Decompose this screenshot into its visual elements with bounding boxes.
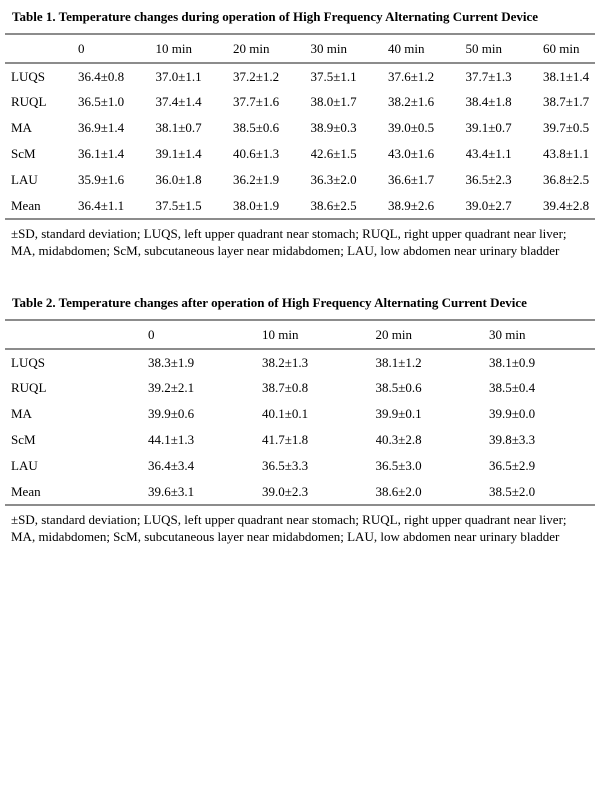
row-label: ScM — [11, 146, 36, 161]
table2-block — [5, 295, 595, 545]
row-label: LAU — [11, 458, 38, 473]
value-cell: 39.9±0.1 — [375, 406, 422, 421]
value-cell: 38.7±0.8 — [262, 380, 309, 395]
row-label: LUQS — [11, 68, 45, 84]
table1-block — [5, 9, 595, 259]
value-cell: 43.0±1.6 — [388, 146, 435, 161]
value-cell: 38.1±0.7 — [155, 120, 202, 135]
table-row — [5, 63, 595, 89]
row-label: ScM — [11, 432, 36, 447]
table2-title: Table 2. Temperature changes after operation of High Frequency Alternating Current Device — [12, 295, 527, 310]
value-cell: 38.9±0.3 — [310, 120, 357, 135]
value-cell: 39.6±3.1 — [148, 483, 195, 499]
value-cell: 39.8±3.3 — [489, 432, 536, 447]
table-row — [5, 193, 595, 219]
value-cell: 38.5±2.0 — [489, 483, 536, 499]
value-cell: 37.0±1.1 — [155, 68, 202, 84]
table1 — [5, 33, 595, 220]
row-label: LAU — [11, 172, 38, 187]
value-cell: 36.5±2.3 — [465, 172, 512, 187]
value-cell: 38.5±0.6 — [233, 120, 280, 135]
table2-footnote: ±SD, standard deviation; LUQS, left upper quadrant near stomach; RUQL, right upper quadrant near liver; MA, midabdomen; ScM, subcutaneous layer near midabdomen; LAU, low abdomen near urinary bladder — [11, 512, 567, 544]
value-cell: 39.7±0.5 — [543, 120, 590, 135]
value-cell: 38.5±0.6 — [375, 380, 422, 395]
table-row — [5, 89, 595, 115]
value-cell: 36.6±1.7 — [388, 172, 435, 187]
value-cell: 40.6±1.3 — [233, 146, 280, 161]
value-cell: 39.0±2.3 — [262, 483, 309, 499]
time-column-header: 20 min — [233, 40, 270, 56]
table-row — [5, 167, 595, 193]
value-cell: 40.1±0.1 — [262, 406, 309, 421]
table-row — [5, 375, 595, 401]
row-label: LUQS — [11, 354, 45, 370]
value-cell: 37.7±1.6 — [233, 94, 280, 109]
value-cell: 36.8±2.5 — [543, 172, 590, 187]
value-cell: 37.4±1.4 — [155, 94, 202, 109]
value-cell: 38.1±0.9 — [489, 354, 536, 370]
value-cell: 39.1±1.4 — [155, 146, 202, 161]
section-gap — [5, 259, 595, 295]
time-column-header: 50 min — [465, 40, 502, 56]
row-label: RUQL — [11, 94, 47, 109]
time-column-header: 40 min — [388, 40, 425, 56]
value-cell: 38.4±1.8 — [465, 94, 512, 109]
row-label: RUQL — [11, 380, 47, 395]
value-cell: 37.7±1.3 — [465, 68, 512, 84]
value-cell: 39.4±2.8 — [543, 197, 590, 213]
value-cell: 36.4±1.1 — [78, 197, 125, 213]
value-cell: 36.1±1.4 — [78, 146, 125, 161]
value-cell: 37.2±1.2 — [233, 68, 280, 84]
value-cell: 38.0±1.7 — [310, 94, 357, 109]
value-cell: 39.0±2.7 — [465, 197, 512, 213]
time-column-header: 20 min — [375, 326, 412, 342]
value-cell: 36.3±2.0 — [310, 172, 357, 187]
row-label: MA — [11, 406, 32, 421]
value-cell: 36.0±1.8 — [155, 172, 202, 187]
value-cell: 38.6±2.0 — [375, 483, 422, 499]
value-cell: 36.5±2.9 — [489, 458, 536, 473]
value-cell: 38.1±1.2 — [375, 354, 422, 370]
value-cell: 38.5±0.4 — [489, 380, 536, 395]
value-cell: 35.9±1.6 — [78, 172, 125, 187]
table1-body — [5, 63, 595, 219]
value-cell: 38.9±2.6 — [388, 197, 435, 213]
table-row — [5, 115, 595, 141]
table1-header-row — [5, 34, 595, 63]
row-label: Mean — [11, 197, 41, 213]
table2-body — [5, 349, 595, 505]
value-cell: 36.9±1.4 — [78, 120, 125, 135]
value-cell: 42.6±1.5 — [310, 146, 357, 161]
value-cell: 39.1±0.7 — [465, 120, 512, 135]
time-column-header: 30 min — [489, 326, 526, 342]
value-cell: 40.3±2.8 — [375, 432, 422, 447]
value-cell: 36.5±1.0 — [78, 94, 125, 109]
table-row — [5, 349, 595, 375]
value-cell: 37.5±1.1 — [310, 68, 357, 84]
table2-header-row — [5, 320, 595, 349]
value-cell: 41.7±1.8 — [262, 432, 309, 447]
value-cell: 39.0±0.5 — [388, 120, 435, 135]
value-cell: 38.7±1.7 — [543, 94, 590, 109]
value-cell: 36.4±0.8 — [78, 68, 125, 84]
value-cell: 39.2±2.1 — [148, 380, 195, 395]
label-column-header — [5, 320, 148, 349]
table-row — [5, 401, 595, 427]
label-column-header — [5, 34, 78, 63]
value-cell: 38.0±1.9 — [233, 197, 280, 213]
value-cell: 38.2±1.6 — [388, 94, 435, 109]
value-cell: 43.4±1.1 — [465, 146, 512, 161]
time-column-header: 60 min — [543, 40, 580, 56]
row-label: MA — [11, 120, 32, 135]
value-cell: 36.5±3.3 — [262, 458, 309, 473]
time-column-header: 10 min — [262, 326, 299, 342]
time-column-header: 0 — [78, 40, 85, 56]
value-cell: 36.4±3.4 — [148, 458, 195, 473]
value-cell: 37.5±1.5 — [155, 197, 202, 213]
time-column-header: 0 — [148, 326, 155, 342]
value-cell: 38.3±1.9 — [148, 354, 195, 370]
value-cell: 43.8±1.1 — [543, 146, 590, 161]
value-cell: 44.1±1.3 — [148, 432, 195, 447]
table2 — [5, 319, 595, 506]
value-cell: 38.6±2.5 — [310, 197, 357, 213]
time-column-header: 10 min — [155, 40, 192, 56]
table-row — [5, 479, 595, 505]
table-row — [5, 427, 595, 453]
value-cell: 39.9±0.0 — [489, 406, 536, 421]
row-label: Mean — [11, 483, 41, 499]
time-column-header: 30 min — [310, 40, 347, 56]
value-cell: 38.2±1.3 — [262, 354, 309, 370]
table1-title: Table 1. Temperature changes during operation of High Frequency Alternating Current Device — [12, 9, 539, 24]
value-cell: 39.9±0.6 — [148, 406, 195, 421]
table-row — [5, 453, 595, 479]
value-cell: 36.5±3.0 — [375, 458, 422, 473]
table-row — [5, 141, 595, 167]
value-cell: 37.6±1.2 — [388, 68, 435, 84]
value-cell: 36.2±1.9 — [233, 172, 280, 187]
table1-footnote: ±SD, standard deviation; LUQS, left upper quadrant near stomach; RUQL, right upper quadrant near liver; MA, midabdomen; ScM, subcutaneous layer near midabdomen; LAU, low abdomen near urinary bladder — [11, 226, 567, 258]
value-cell: 38.1±1.4 — [543, 68, 590, 84]
